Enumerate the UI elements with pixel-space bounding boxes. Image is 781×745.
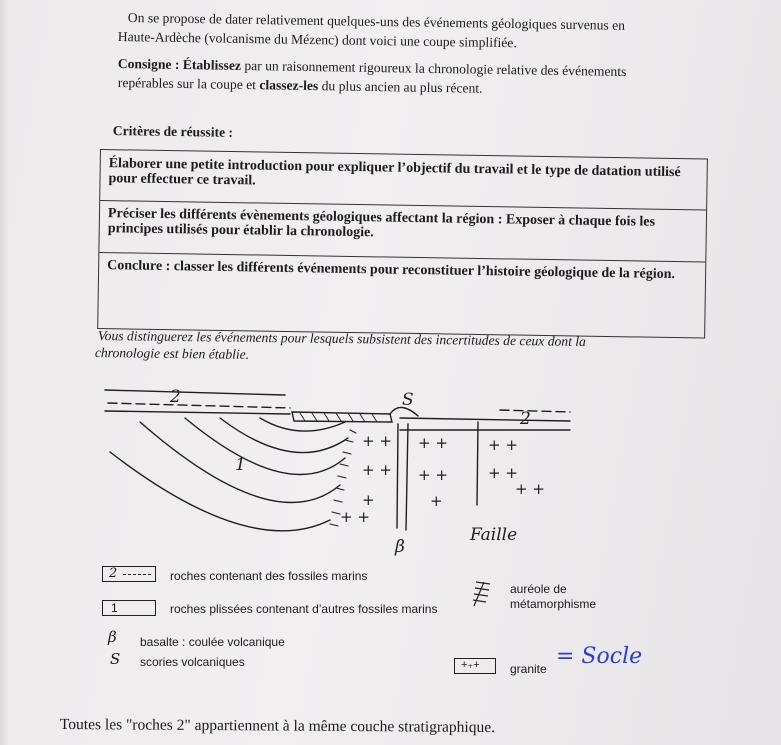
granite-croix: + + (340, 508, 370, 526)
legend-granite-text: granite (510, 662, 547, 676)
dyke-basalte-gauche (397, 424, 398, 528)
criteres-table (97, 149, 708, 339)
granite-croix: + (362, 491, 375, 509)
critere-row-3 (98, 252, 705, 337)
couche-2-droite-haut (400, 418, 570, 421)
legend-scories-symbol: S (110, 650, 121, 668)
footer-statement: Toutes les "roches 2" appartiennent à la même couche stratigraphique. (59, 716, 496, 737)
legend-roches2-dashes (123, 574, 151, 575)
consigne-line1-rest: par un raisonnement rigoureux la chronologie relative des événements (244, 57, 627, 79)
couche-2-droite-pointilles (500, 410, 570, 412)
granite-croix: + + (488, 464, 518, 482)
legend-granite-symbol (454, 658, 496, 674)
critere-1: Élaborer une petite introduction pour expliquer l’objectif du travail et le type de datation utilisé pour effectuer ce travail. (108, 156, 681, 189)
pli-1 (260, 418, 345, 431)
granite-croix: + + (515, 480, 545, 498)
consigne-line-2 (118, 75, 483, 96)
legend-roches2-text: roches contenant des fossiles marins (170, 569, 368, 583)
granite-croix: + + (488, 436, 518, 454)
legend-basalte-text: basalte : coulée volcanique (140, 635, 285, 649)
granite-croix: + (430, 492, 443, 510)
label-faille: Faille (470, 525, 518, 545)
consigne-line2-a: repérables sur la coupe et (117, 75, 257, 93)
pli-5 (110, 452, 330, 531)
legend-roches2-sym-label: 2 (109, 566, 118, 581)
couche-2-pointilles (108, 403, 290, 408)
legend-roches1-symbol (102, 600, 156, 616)
consigne-line2-bold: classez-les (259, 77, 319, 94)
label-scories: S (402, 390, 414, 410)
label-couche-2: 2 (170, 387, 181, 407)
label-couche-2-droite: 2 (520, 409, 531, 429)
intro-line-2: Haute-Ardèche (volcanisme du Mézenc) dont voici une coupe simplifiée. (117, 29, 517, 51)
granite-croix: + + (418, 466, 448, 484)
label-basalte: β (395, 537, 405, 557)
couche-2-limite-haut (105, 390, 285, 395)
label-couche-1: 1 (235, 455, 246, 475)
consigne-verb: Établissez (182, 57, 242, 73)
legend-scories-text: scories volcaniques (140, 655, 245, 669)
page-edge (0, 0, 8, 745)
faille (477, 422, 478, 505)
granite-croix: + + (362, 461, 392, 479)
consigne-label: Consigne : (117, 56, 180, 72)
consigne-line2-b: du plus ancien au plus récent. (321, 78, 483, 96)
granite-croix: + + (418, 434, 448, 452)
legend-granite-crosses: +₊+ (461, 659, 480, 671)
note-line-1: Vous distinguerez les événements pour lesquels subsistent des incertitudes de ceux dont la (97, 328, 586, 349)
legend-aureole-symbol (470, 580, 494, 608)
legend-aureole-line1: auréole de (510, 582, 567, 596)
legend-roches2-symbol (102, 566, 156, 582)
handwritten-socle-note: = Socle (556, 644, 643, 669)
intro-line-1: On se propose de dater relativement quelques-uns des événements géologiques survenus en (127, 10, 626, 33)
pli-2 (220, 418, 348, 453)
critere-2: Préciser les différents évènements géologiques affectant la région : Exposer à chaque fois les principes utilisés pour établir la chronologie. (107, 206, 656, 241)
granite-croix: + + (362, 432, 392, 450)
note-line-2: chronologie est bien établie. (94, 345, 250, 362)
coupe-geologique (100, 380, 580, 560)
dyke-basalte-droite (406, 424, 408, 530)
legend-roches1-sym-label: 1 (111, 601, 118, 615)
legend-roches1-text: roches plissées contenant d’autres fossiles marins (170, 602, 438, 616)
critere-3: Conclure : classer les différents événements pour reconstituer l’histoire géologique de la région. (107, 258, 676, 283)
legend-basalte-symbol: β (108, 628, 117, 646)
legend-aureole-line2: métamorphisme (510, 597, 597, 611)
couche-2-limite-bas (105, 411, 290, 414)
scories-bloc (292, 412, 392, 422)
pli-3 (185, 418, 345, 474)
criteres-title: Critères de réussite : (112, 123, 234, 140)
